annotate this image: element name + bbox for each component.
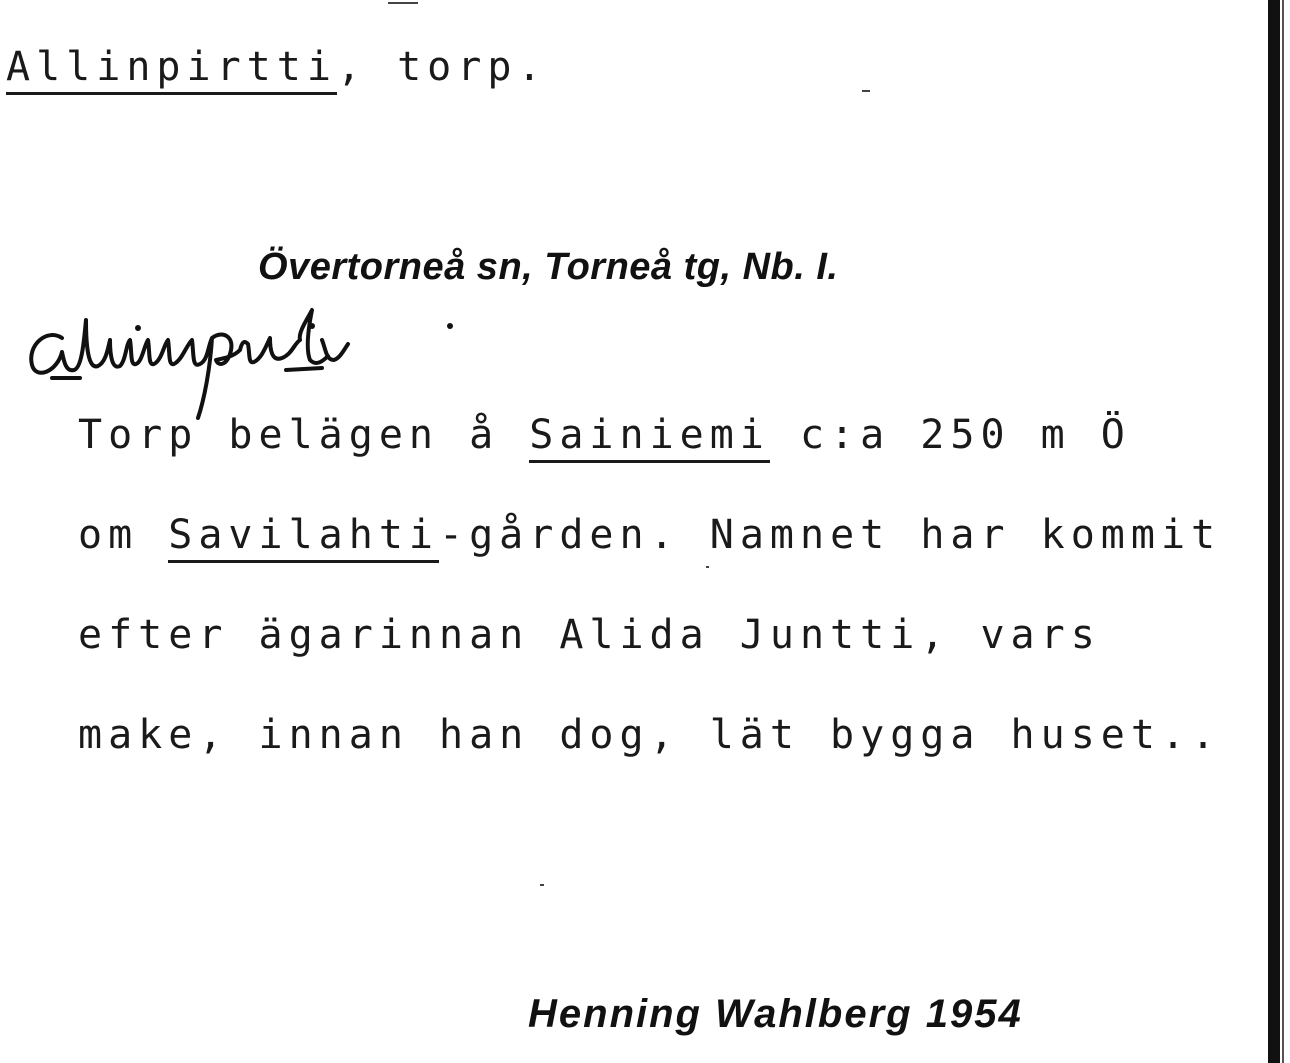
handwritten-annotation — [22, 300, 462, 430]
body-line-2 — [78, 512, 1221, 558]
body-text: c:a 250 m Ö — [769, 412, 1131, 458]
underlined-place: Savilahti — [168, 512, 439, 563]
card-title — [6, 44, 547, 90]
body-line-1 — [78, 412, 1131, 458]
scan-speck — [388, 2, 418, 4]
place-name: Allinpirtti — [6, 44, 337, 95]
body-text: Torp belägen å — [78, 412, 530, 458]
underlined-place: Sainiemi — [529, 412, 770, 463]
card-edge-line — [1282, 0, 1284, 1063]
scan-speck — [540, 884, 544, 886]
body-text: om — [78, 512, 169, 558]
place-type: , torp. — [336, 44, 548, 90]
card-edge-shadow — [1268, 0, 1280, 1063]
body-line-4: make, innan han dog, lät bygga huset.. — [78, 712, 1222, 758]
body-line-3: efter ägarinnan Alida Juntti, vars — [78, 612, 1101, 658]
scan-speck — [706, 566, 709, 568]
parish-line: Övertorneå sn, Torneå tg, Nb. I. — [258, 246, 839, 288]
scan-speck — [862, 90, 870, 92]
author-signature: Henning Wahlberg 1954 — [528, 992, 1023, 1036]
body-text: -gården. Namnet har kommit — [439, 512, 1222, 558]
